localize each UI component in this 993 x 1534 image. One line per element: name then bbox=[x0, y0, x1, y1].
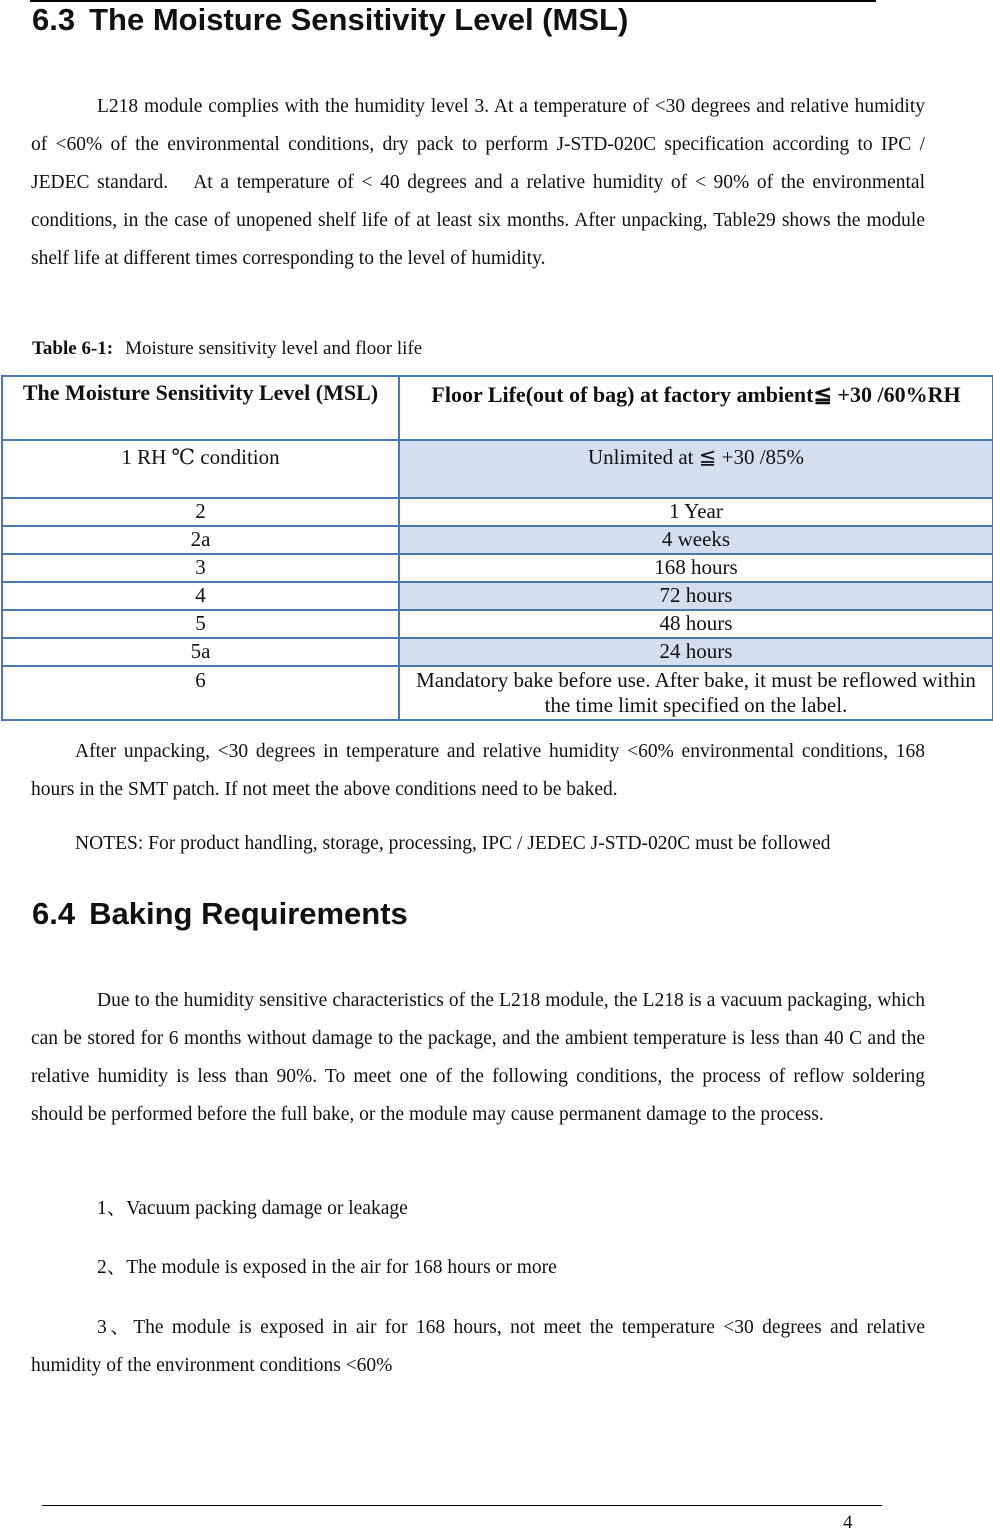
page-number: 4 bbox=[843, 1512, 853, 1533]
table-row bbox=[2, 440, 993, 498]
msl-intro-paragraph: L218 module complies with the humidity level 3. At a temperature of <30 degrees and relative humidity of <60% of the environmental conditions, dry pack to perform J-STD-020C specification according to IPC / JEDEC standard. At a temperature of < 40 degrees and a relative humidity of < 90% of the environmental conditions, in the case of unopened shelf life of at least six months. After unpacking, Table29 shows the module shelf life at different times corresponding to the level of humidity. bbox=[31, 96, 925, 269]
msl-level: 2 bbox=[2, 498, 399, 526]
section-heading-6-4 bbox=[32, 896, 408, 932]
section-number: 6.4 bbox=[32, 896, 76, 931]
floor-life: 1 Year bbox=[399, 498, 993, 526]
floor-life: Unlimited at ≦ +30 /85% bbox=[399, 440, 993, 498]
msl-level: 3 bbox=[2, 554, 399, 582]
table-row bbox=[2, 498, 993, 526]
table-caption-text: Moisture sensitivity level and floor life bbox=[125, 338, 423, 359]
floor-life: Mandatory bake before use. After bake, it must be reflowed within the time limit specified on the label. bbox=[399, 666, 993, 720]
msl-level: 2a bbox=[2, 526, 399, 554]
list-item: 3、The module is exposed in air for 168 hours, not meet the temperature <30 degrees and relative humidity of the environment conditions <60% bbox=[31, 1317, 925, 1376]
msl-level: 5a bbox=[2, 638, 399, 666]
section-title: Baking Requirements bbox=[89, 896, 408, 931]
list-item: 1、Vacuum packing damage or leakage bbox=[97, 1198, 408, 1219]
msl-level: 5 bbox=[2, 610, 399, 638]
table-row bbox=[2, 554, 993, 582]
section-number: 6.3 bbox=[32, 2, 76, 37]
floor-life: 48 hours bbox=[399, 610, 993, 638]
table-row bbox=[2, 582, 993, 610]
table-caption-label: Table 6-1: bbox=[32, 338, 114, 359]
header-msl: The Moisture Sensitivity Level (MSL) bbox=[2, 376, 399, 440]
table-row bbox=[2, 526, 993, 554]
msl-level: 1 RH ℃ condition bbox=[2, 440, 399, 498]
table-caption bbox=[32, 338, 422, 360]
header-floor-life: Floor Life(out of bag) at factory ambient≦ +30 /60%RH bbox=[399, 376, 993, 440]
floor-life: 4 weeks bbox=[399, 526, 993, 554]
section-heading-6-3 bbox=[32, 2, 628, 38]
after-unpacking-paragraph: After unpacking, <30 degrees in temperature and relative humidity <60% environmental conditions, 168 hours in the SMT patch. If not meet the above conditions need to be baked. bbox=[31, 741, 925, 800]
floor-life: 24 hours bbox=[399, 638, 993, 666]
table-row bbox=[2, 666, 993, 720]
notes-text: NOTES: For product handling, storage, processing, IPC / JEDEC J-STD-020C must be followed bbox=[75, 833, 831, 854]
footer-rule bbox=[42, 1505, 882, 1506]
table-row bbox=[2, 638, 993, 666]
list-item: 2、The module is exposed in the air for 168 hours or more bbox=[97, 1257, 557, 1278]
baking-intro-paragraph: Due to the humidity sensitive characteristics of the L218 module, the L218 is a vacuum packaging, which can be stored for 6 months without damage to the package, and the ambient temperature is less than 40 C and the relative humidity is less than 90%. To meet one of the following conditions, the process of reflow soldering should be performed before the full bake, or the module may cause permanent damage to the process. bbox=[31, 990, 925, 1125]
floor-life: 168 hours bbox=[399, 554, 993, 582]
msl-level: 4 bbox=[2, 582, 399, 610]
table-row bbox=[2, 610, 993, 638]
floor-life: 72 hours bbox=[399, 582, 993, 610]
msl-level: 6 bbox=[2, 666, 399, 720]
table-header-row bbox=[2, 376, 993, 440]
section-title: The Moisture Sensitivity Level (MSL) bbox=[89, 2, 629, 37]
msl-floor-life-table bbox=[1, 375, 993, 721]
